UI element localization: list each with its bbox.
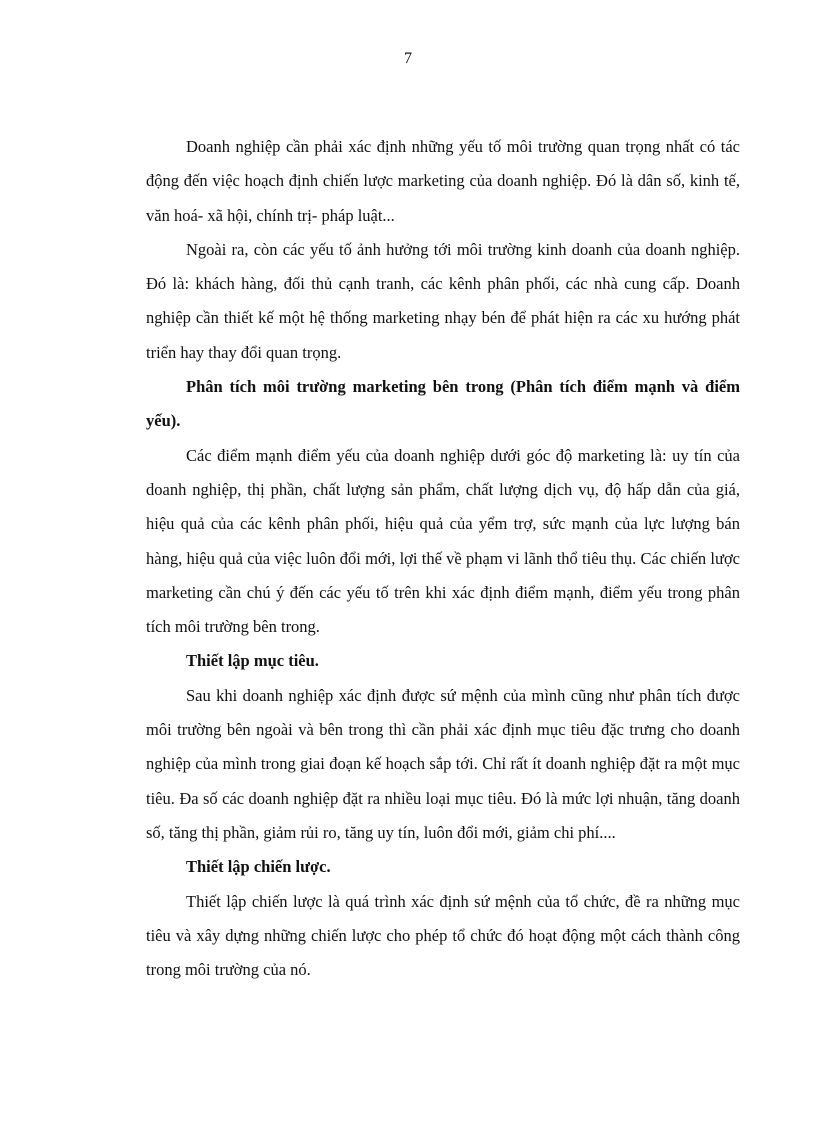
paragraph-business-environment: Ngoài ra, còn các yếu tố ảnh hưởng tới môi trường kinh doanh của doanh nghiệp. Đó là: khách hàng, đối thủ cạnh tranh, các kênh phân phối, các nhà cung cấp. Doanh nghiệp cần thiết kế một hệ thống marketing nhạy bén để phát hiện ra các xu hướng phát triển hay thay đổi quan trọng. bbox=[146, 239, 740, 362]
paragraph-strategy: Thiết lập chiến lược là quá trình xác định sứ mệnh của tổ chức, đề ra những mục tiêu và xây dựng những chiến lược cho phép tổ chức đó hoạt động một cách thành công trong môi trường của nó. bbox=[146, 891, 740, 980]
paragraph-strengths-weaknesses: Các điểm mạnh điểm yếu của doanh nghiệp dưới góc độ marketing là: uy tín của doanh nghiệp, thị phần, chất lượng sản phẩm, chất lượng dịch vụ, độ hấp dẫn của giá, hiệu quả của các kênh phân phối, hiệu quả của yểm trợ, sức mạnh của lực lượng bán hàng, hiệu quả của việc luôn đổi mới, lợi thế về phạm vi lãnh thổ tiêu thụ. Các chiến lược marketing cần chú ý đến các yếu tố trên khi xác định điểm mạnh, điểm yếu trong phân tích môi trường bên trong. bbox=[146, 445, 740, 637]
paragraph-environment-factors: Doanh nghiệp cần phải xác định những yếu tố môi trường quan trọng nhất có tác động đến việc hoạch định chiến lược marketing của doanh nghiệp. Đó là dân số, kinh tế, văn hoá- xã hội, chính trị- pháp luật... bbox=[146, 137, 740, 225]
page-number: 7 bbox=[404, 50, 412, 67]
heading-internal-analysis: Phân tích môi trường marketing bên trong (Phân tích điểm mạnh và điểm yếu). bbox=[146, 377, 740, 431]
paragraph-objectives: Sau khi doanh nghiệp xác định được sứ mệnh của mình cũng như phân tích được môi trường bên ngoài và bên trong thì cần phải xác định mục tiêu đặc trưng cho doanh nghiệp của mình trong giai đoạn kế hoạch sắp tới. Chỉ rất ít doanh nghiệp đặt ra một mục tiêu. Đa số các doanh nghiệp đặt ra nhiều loại mục tiêu. Đó là mức lợi nhuận, tăng doanh số, tăng thị phần, giảm rủi ro, tăng uy tín, luôn đổi mới, giảm chi phí.... bbox=[146, 685, 740, 842]
heading-set-objectives: Thiết lập mục tiêu. bbox=[186, 651, 319, 671]
page-content bbox=[146, 130, 740, 987]
heading-set-strategy: Thiết lập chiến lược. bbox=[186, 857, 331, 877]
